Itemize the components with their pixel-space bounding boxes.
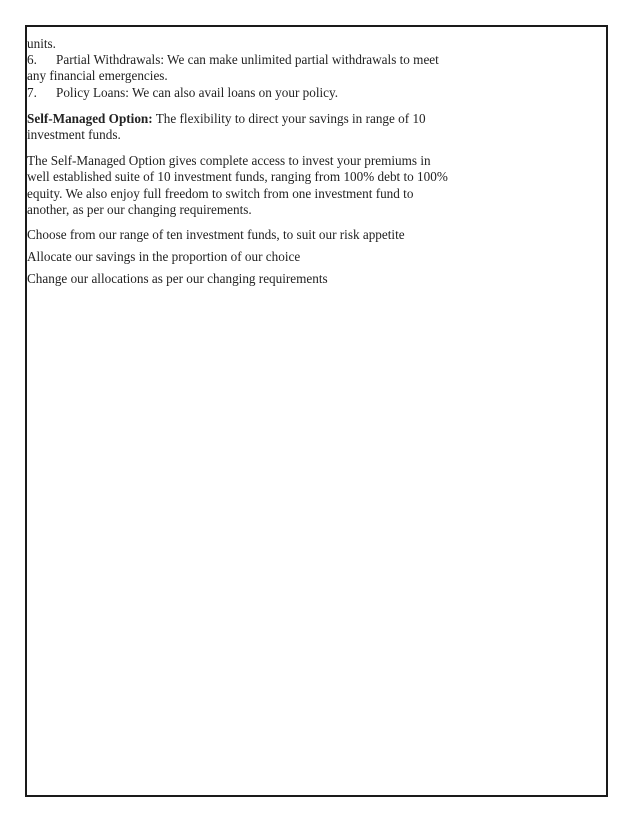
self-managed-text: The flexibility to direct your savings in range of 10 <box>152 110 426 126</box>
description-line: another, as per our changing requirements. <box>27 201 252 217</box>
list-item-continuation: any financial emergencies. <box>27 68 168 84</box>
point-change-allocations: Change our allocations as per our changing requirements <box>27 271 328 287</box>
list-item-partial-withdrawals <box>27 52 497 68</box>
point-choose-funds: Choose from our range of ten investment funds, to suit our risk appetite <box>27 227 405 243</box>
continuation-text: units. <box>27 36 56 51</box>
list-item-text: Partial Withdrawals: We can make unlimited partial withdrawals to meet <box>56 52 439 68</box>
description-line: The Self-Managed Option gives complete access to invest your premiums in <box>27 153 431 169</box>
self-managed-heading: Self-Managed Option: <box>27 110 153 126</box>
list-item-text: Policy Loans: We can also avail loans on your policy. <box>56 84 339 100</box>
description-line: well established suite of 10 investment funds, ranging from 100% debt to 100% <box>27 169 448 185</box>
list-item-policy-loans <box>27 85 497 101</box>
list-number: 7. <box>27 84 37 100</box>
self-managed-continuation: investment funds. <box>27 127 121 143</box>
self-managed-paragraph <box>27 111 497 127</box>
point-allocate-savings: Allocate our savings in the proportion of our choice <box>27 249 301 265</box>
list-number: 6. <box>27 52 37 68</box>
document-body <box>27 36 497 288</box>
description-line: equity. We also enjoy full freedom to switch from one investment fund to <box>27 185 414 201</box>
